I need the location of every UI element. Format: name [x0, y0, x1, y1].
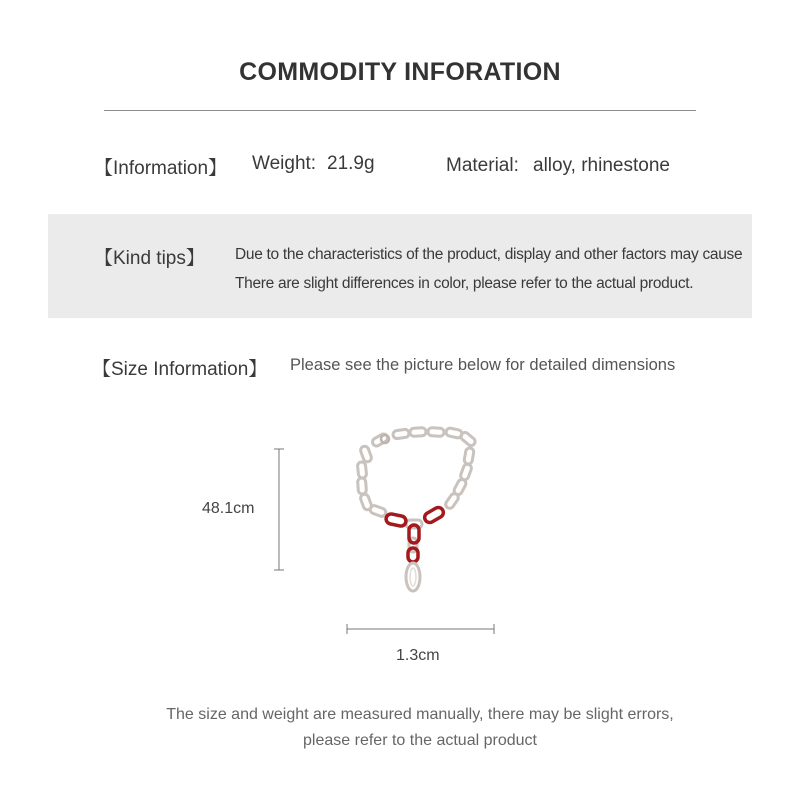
- bracelet-image: [357, 427, 477, 591]
- weight-label: Weight:: [252, 153, 317, 174]
- measurement-note-line-1: The size and weight are measured manually, there may be slight errors,: [166, 706, 674, 723]
- height-dimension-label: 48.1cm: [202, 500, 255, 517]
- size-information-hint: Please see the picture below for detailed dimensions: [290, 356, 676, 374]
- material-label: Material:: [446, 155, 519, 176]
- weight-value: 21.9g: [327, 153, 375, 174]
- kind-tips-label: 【Kind tips】: [94, 248, 205, 269]
- height-dimension-line: [274, 449, 284, 570]
- material-value: alloy, rhinestone: [533, 155, 670, 176]
- width-dimension-line: [347, 624, 494, 634]
- kind-tips-line-1: Due to the characteristics of the product, display and other factors may cause: [235, 246, 743, 263]
- size-information-label: 【Size Information】: [92, 359, 268, 380]
- width-dimension-label: 1.3cm: [396, 647, 440, 664]
- measurement-note-line-2: please refer to the actual product: [303, 732, 537, 749]
- page-title: COMMODITY INFORATION: [239, 58, 561, 86]
- kind-tips-line-2: There are slight differences in color, please refer to the actual product.: [235, 275, 694, 292]
- information-label: 【Information】: [94, 158, 228, 179]
